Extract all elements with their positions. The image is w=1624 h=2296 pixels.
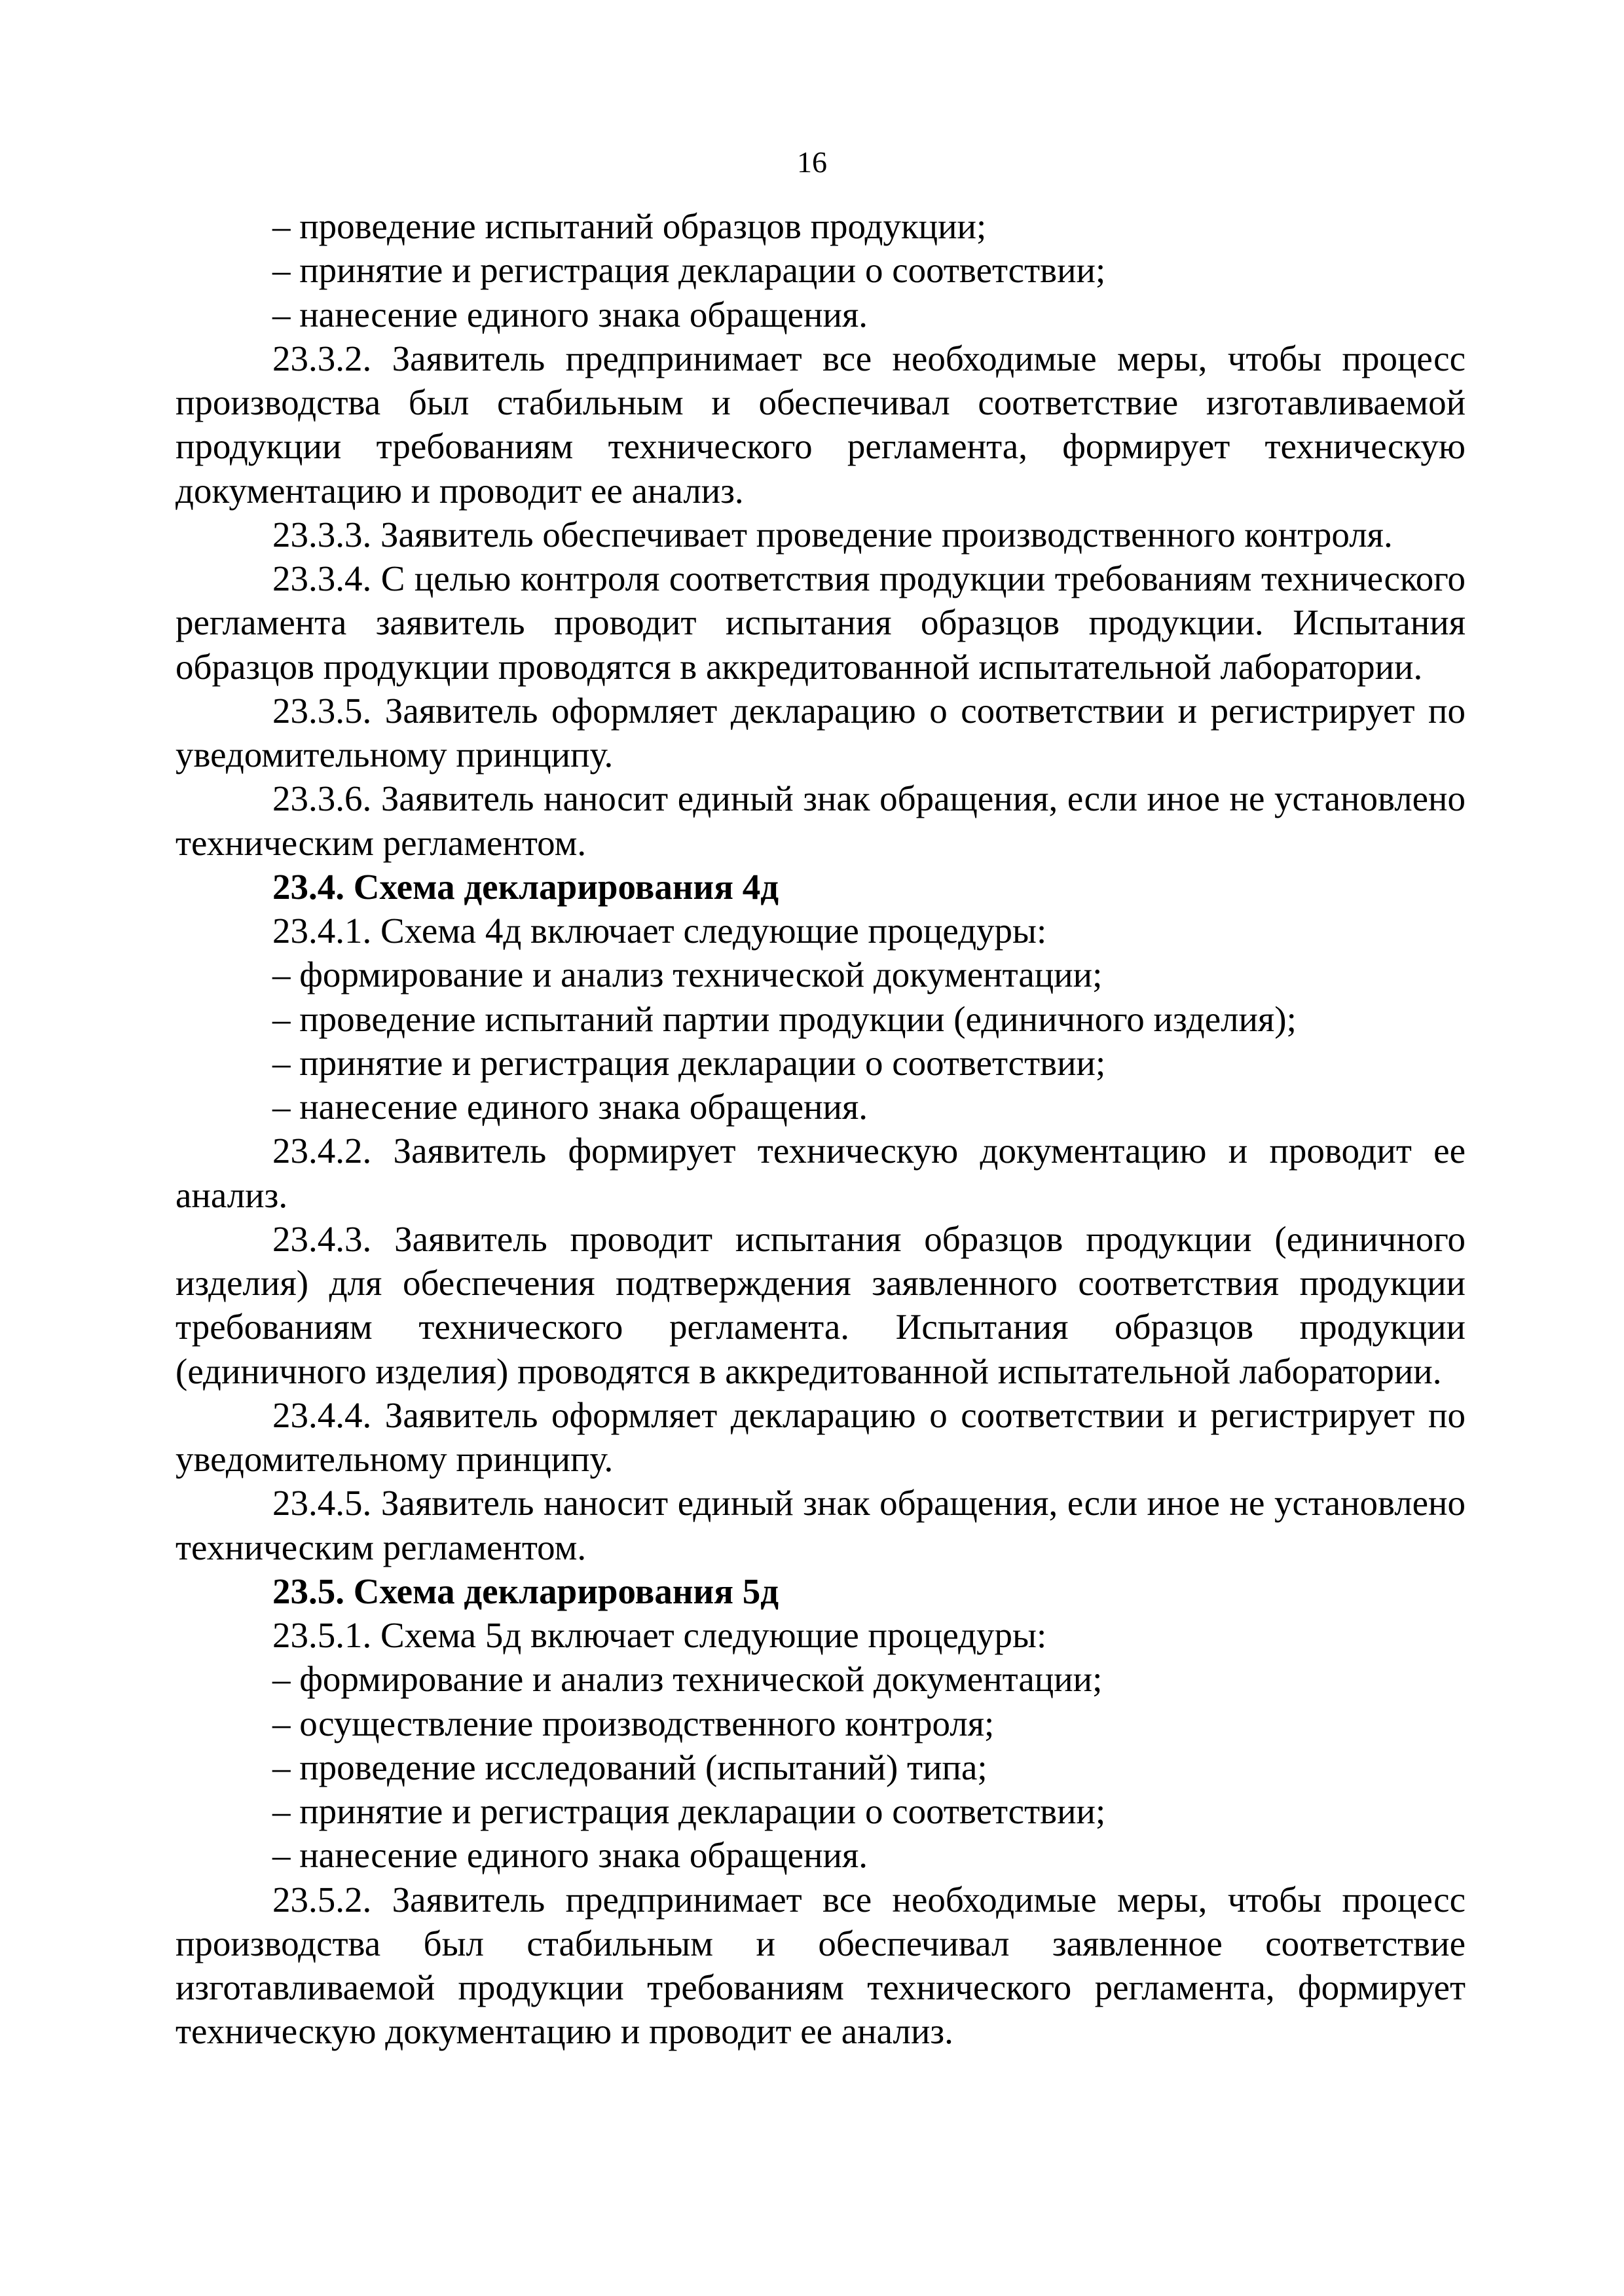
list-item: – нанесение единого знака обращения.: [272, 294, 868, 335]
list-item: – проведение испытаний образцов продукции;: [272, 206, 987, 246]
paragraph-23-4-1: 23.4.1. Схема 4д включает следующие процедуры:: [272, 911, 1047, 951]
section-heading-23-4: 23.4. Схема декларирования 4д: [272, 866, 779, 907]
paragraph-23-3-4: 23.3.4. С целью контроля соответствия продукции требованиям технического регламента заявитель проводит испытания образцов продукции. Испытания образцов продукции проводятся в аккредитованной испытательной лаборатории.: [175, 558, 1466, 687]
paragraph-23-3-2: 23.3.2. Заявитель предпринимает все необходимые меры, чтобы процесс производства был стабильным и обеспечивал соответствие изготавливаемой продукции требованиям технического регламента, формирует техническую документацию и проводит ее анализ.: [175, 338, 1466, 511]
list-item: – проведение исследований (испытаний) типа;: [272, 1747, 987, 1787]
list-item: – принятие и регистрация декларации о соответствии;: [272, 1042, 1106, 1083]
paragraph-23-4-5: 23.4.5. Заявитель наносит единый знак обращения, если иное не установлено техническим регламентом.: [175, 1483, 1466, 1567]
list-item: – осуществление производственного контроля;: [272, 1703, 995, 1743]
paragraph-23-3-6: 23.3.6. Заявитель наносит единый знак обращения, если иное не установлено техническим регламентом.: [175, 778, 1466, 863]
paragraph-23-3-3: 23.3.3. Заявитель обеспечивает проведение производственного контроля.: [272, 514, 1393, 555]
paragraph-23-4-2: 23.4.2. Заявитель формирует техническую документацию и проводит ее анализ.: [175, 1131, 1466, 1215]
paragraph-23-4-4: 23.4.4. Заявитель оформляет декларацию о соответствии и регистрирует по уведомительному принципу.: [175, 1394, 1466, 1479]
paragraph-23-5-2: 23.5.2. Заявитель предпринимает все необходимые меры, чтобы процесс производства был стабильным и обеспечивал заявленное соответствие изготавливаемой продукции требованиям технического регламента, формирует техническую документацию и проводит ее анализ.: [175, 1879, 1466, 2052]
section-heading-23-5: 23.5. Схема декларирования 5д: [272, 1571, 779, 1611]
paragraph-23-3-5: 23.3.5. Заявитель оформляет декларацию о соответствии и регистрирует по уведомительному принципу.: [175, 690, 1466, 774]
list-item: – проведение испытаний партии продукции (единичного изделия);: [272, 998, 1297, 1039]
list-item: – формирование и анализ технической документации;: [272, 955, 1103, 995]
list-item: – принятие и регистрация декларации о соответствии;: [272, 250, 1106, 291]
list-item: – формирование и анализ технической документации;: [272, 1659, 1103, 1700]
list-item: – нанесение единого знака обращения.: [272, 1087, 868, 1127]
page-number: 16: [797, 145, 827, 179]
paragraph-23-5-1: 23.5.1. Схема 5д включает следующие процедуры:: [272, 1615, 1047, 1655]
list-item: – нанесение единого знака обращения.: [272, 1835, 868, 1876]
paragraph-23-4-3: 23.4.3. Заявитель проводит испытания образцов продукции (единичного изделия) для обеспечения подтверждения заявленного соответствия продукции требованиям технического регламента. Испытания образцов продукции (единичного изделия) проводятся в аккредитованной испытательной лаборатории.: [175, 1218, 1466, 1391]
list-item: – принятие и регистрация декларации о соответствии;: [272, 1791, 1106, 1831]
document-body: [175, 204, 1466, 2054]
